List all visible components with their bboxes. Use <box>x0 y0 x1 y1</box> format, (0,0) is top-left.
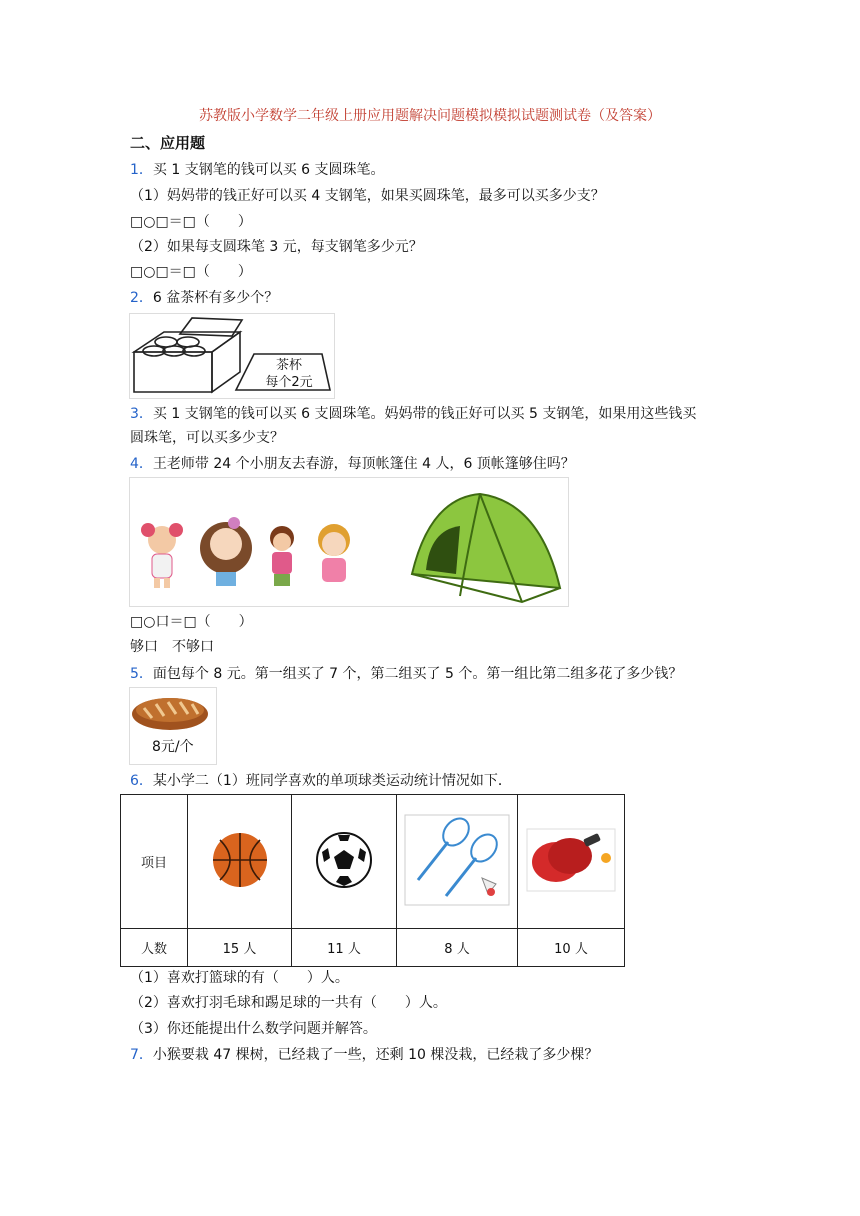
question-number: 3． <box>130 406 153 422</box>
sports-statistics-table <box>120 794 625 967</box>
basketball-count: 15 人 <box>188 929 292 967</box>
question-text: 王老师带 24 个小朋友去春游，每顶帐篷住 4 人，6 顶帐篷够住吗？ <box>152 456 575 472</box>
soccer-ball-cell <box>292 795 397 929</box>
question-text: 某小学二（1）班同学喜欢的单项球类运动统计情况如下． <box>152 773 512 789</box>
basketball-icon <box>210 830 270 890</box>
question-4 <box>130 454 575 474</box>
question-1-sub-2: （2）如果每支圆珠笔 3 元，每支钢笔多少元？ <box>130 239 423 255</box>
question-number: 1． <box>130 162 153 178</box>
question-4-options: 够口 不够口 <box>130 639 214 655</box>
question-text: 小猴要栽 47 棵树，已经栽了一些，还剩 10 棵没栽，已经栽了多少棵？ <box>152 1047 599 1063</box>
question-6-sub-3: （3）你还能提出什么数学问题并解答。 <box>130 1021 377 1037</box>
children-tent-icon <box>130 478 568 606</box>
bread-icon <box>130 688 216 736</box>
question-4-formula: □○口＝□（ ） <box>130 614 253 630</box>
badminton-cell <box>397 795 518 929</box>
question-6 <box>130 771 512 791</box>
question-6-sub-1: （1）喜欢打篮球的有（ ）人。 <box>130 970 349 986</box>
sign-price: 每个2元 <box>265 375 313 390</box>
document-title: 苏教版小学数学二年级上册应用题解决问题模拟模拟试题测试卷（及答案） <box>199 108 661 124</box>
soccer-count: 11 人 <box>292 929 397 967</box>
children-and-tent-illustration <box>129 477 569 607</box>
question-1-sub-1: （1）妈妈带的钱正好可以买 4 支钢笔，如果买圆珠笔，最多可以买多少支？ <box>130 188 605 204</box>
question-7 <box>130 1045 598 1065</box>
badminton-count: 8 人 <box>397 929 518 967</box>
question-2 <box>130 288 278 308</box>
question-number: 5． <box>130 666 153 682</box>
question-number: 6． <box>130 773 153 789</box>
question-1-formula-1: □○□＝□（ ） <box>130 214 252 230</box>
question-number: 4． <box>130 456 153 472</box>
table-row <box>121 795 625 929</box>
question-3-continued: 圆珠笔，可以买多少支？ <box>130 430 284 446</box>
soccer-ball-icon <box>314 830 374 890</box>
question-number: 7． <box>130 1047 153 1063</box>
question-3 <box>130 404 696 424</box>
row-label-count: 人数 <box>121 929 188 967</box>
row-label-items: 项目 <box>121 795 188 929</box>
bread-price: 8元/个 <box>152 739 194 755</box>
question-1 <box>130 160 385 180</box>
table-tennis-paddles-icon <box>526 828 616 892</box>
teacup-box-illustration <box>129 313 335 399</box>
section-heading: 二、应用题 <box>130 134 206 152</box>
table-row <box>121 929 625 967</box>
table-tennis-cell <box>518 795 625 929</box>
sign-item-name: 茶杯 <box>275 358 302 373</box>
question-text: 买 1 支钢笔的钱可以买 6 支圆珠笔。妈妈带的钱正好可以买 5 支钢笔，如果用这些钱买 <box>152 406 697 422</box>
question-text: 面包每个 8 元。第一组买了 7 个，第二组买了 5 个。第一组比第二组多花了多少钱？ <box>152 666 683 682</box>
question-6-sub-2: （2）喜欢打羽毛球和踢足球的一共有（ ）人。 <box>130 995 447 1011</box>
question-text: 6 盆茶杯有多少个？ <box>152 290 279 306</box>
bread-illustration <box>129 687 217 765</box>
question-text: 买 1 支钢笔的钱可以买 6 支圆珠笔。 <box>152 162 385 178</box>
badminton-rackets-icon <box>404 814 510 906</box>
question-1-formula-2: □○□＝□（ ） <box>130 264 252 280</box>
question-5 <box>130 664 682 684</box>
table-tennis-count: 10 人 <box>518 929 625 967</box>
teacup-price-sign <box>254 357 324 391</box>
basketball-cell <box>188 795 292 929</box>
question-number: 2． <box>130 290 153 306</box>
